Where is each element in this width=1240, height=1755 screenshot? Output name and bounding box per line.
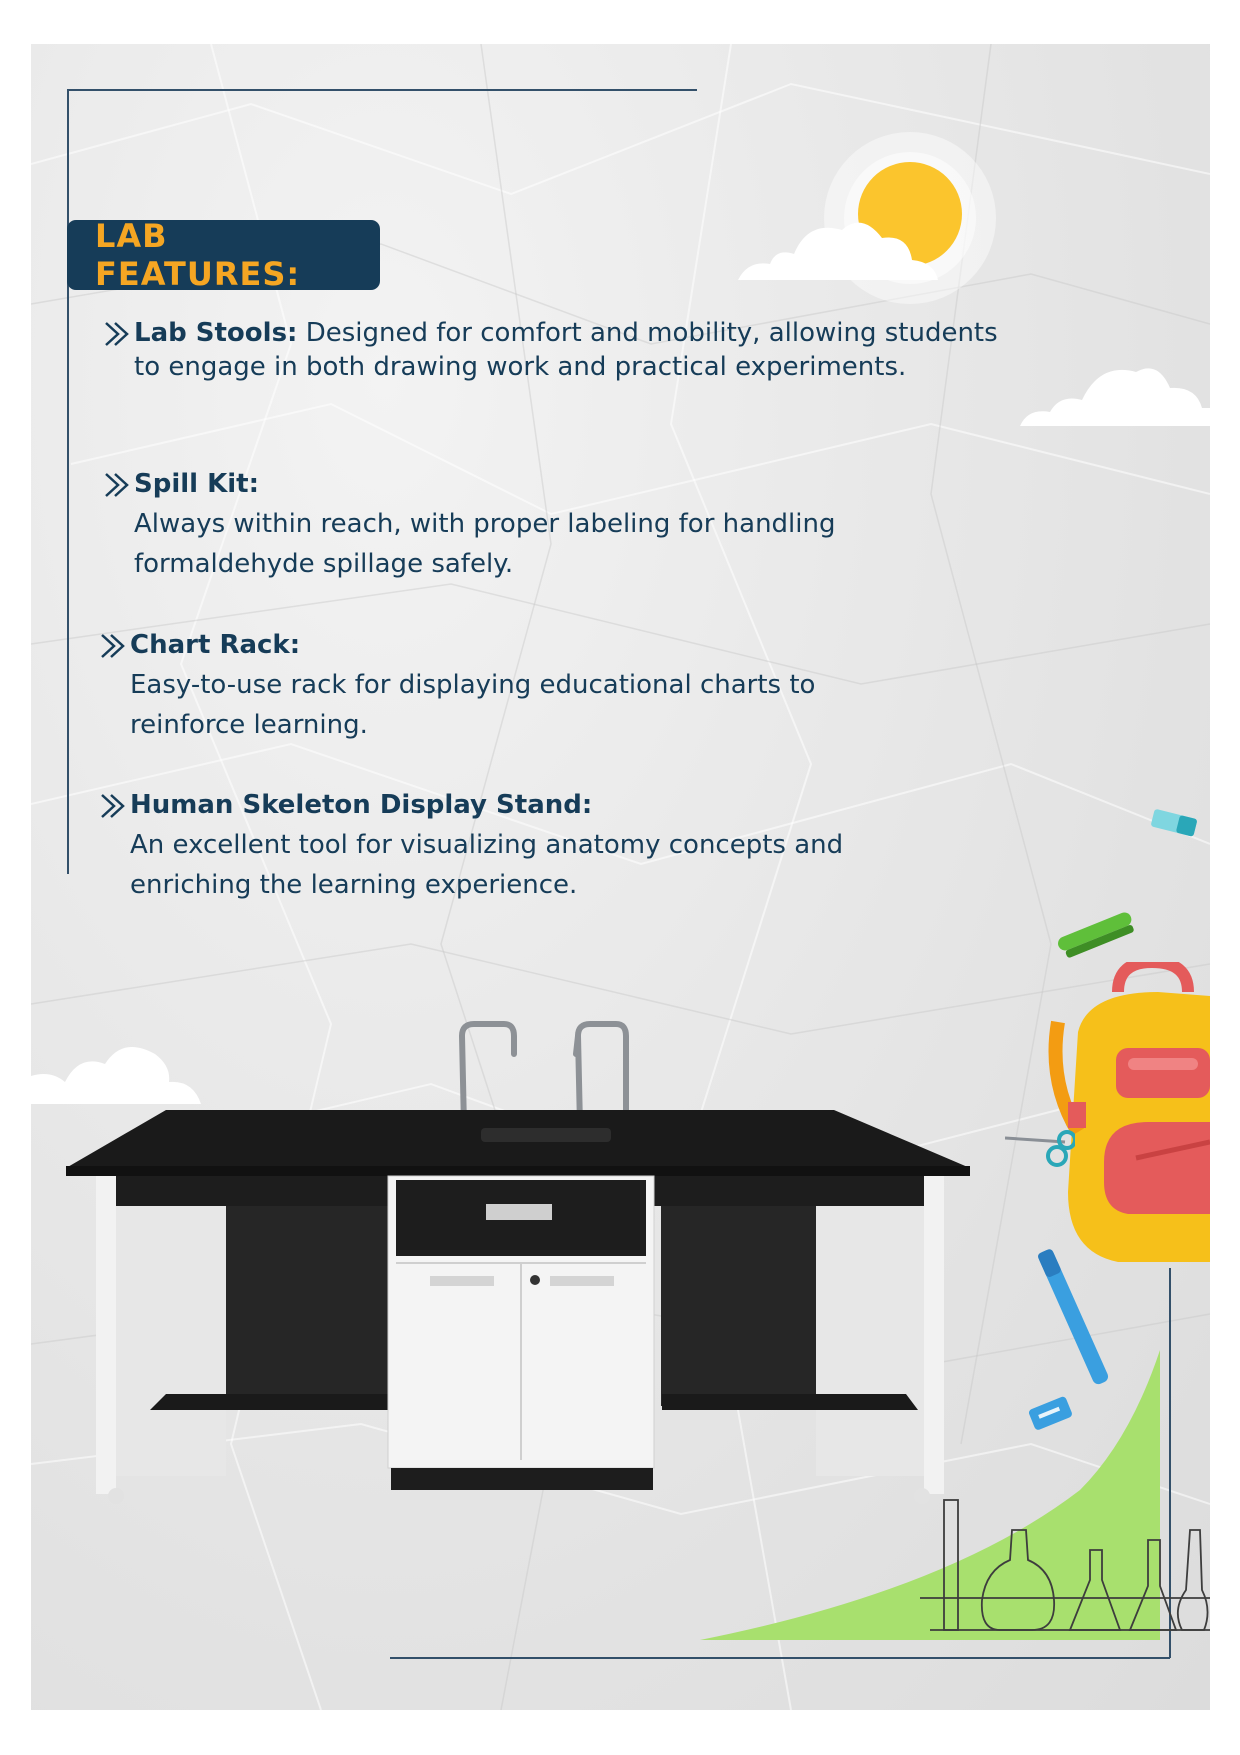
feature-description-line2: reinforce learning.: [130, 710, 368, 740]
double-chevron-icon: [100, 793, 128, 819]
lab-glassware-icon: [920, 1490, 1210, 1640]
sharpener-icon: [1026, 1392, 1076, 1432]
feature-name: Spill Kit:: [134, 469, 260, 499]
feature-chart-rack: [100, 625, 1000, 745]
double-chevron-icon: [104, 472, 132, 498]
pen-icon: [1036, 1238, 1116, 1398]
feature-description-line1: An excellent tool for visualizing anatomy concepts and: [130, 830, 844, 860]
feature-name: Human Skeleton Display Stand:: [130, 790, 593, 820]
frame-left-line: [67, 89, 69, 874]
frame-bottom-line: [390, 1657, 1170, 1659]
cloud-icon: [738, 212, 938, 282]
feature-description-line1: Easy-to-use rack for displaying educational charts to: [130, 670, 816, 700]
eraser-icon: [1150, 806, 1200, 840]
feature-name: Lab Stools:: [134, 318, 298, 348]
stapler-icon: [1054, 900, 1138, 964]
feature-spill-kit: [104, 464, 1004, 584]
feature-description-line2: to engage in both drawing work and practical experiments.: [134, 352, 907, 382]
scissors-icon: [1005, 1120, 1075, 1180]
section-heading-box: [67, 217, 380, 293]
section-heading: LAB FEATURES:: [95, 217, 301, 293]
feature-skeleton-stand: [100, 785, 1020, 905]
frame-top-line: [67, 89, 697, 91]
double-chevron-icon: [104, 321, 132, 347]
feature-description-line2: enriching the learning experience.: [130, 870, 578, 900]
feature-lab-stools: [104, 313, 1064, 387]
backpack-icon: [1048, 962, 1210, 1274]
feature-name: Chart Rack:: [130, 630, 301, 660]
feature-description: Designed for comfort and mobility, allowing students: [297, 318, 998, 348]
feature-description-line1: Always within reach, with proper labeling for handling: [134, 509, 836, 539]
feature-description-line2: formaldehyde spillage safely.: [134, 549, 514, 579]
double-chevron-icon: [100, 633, 128, 659]
